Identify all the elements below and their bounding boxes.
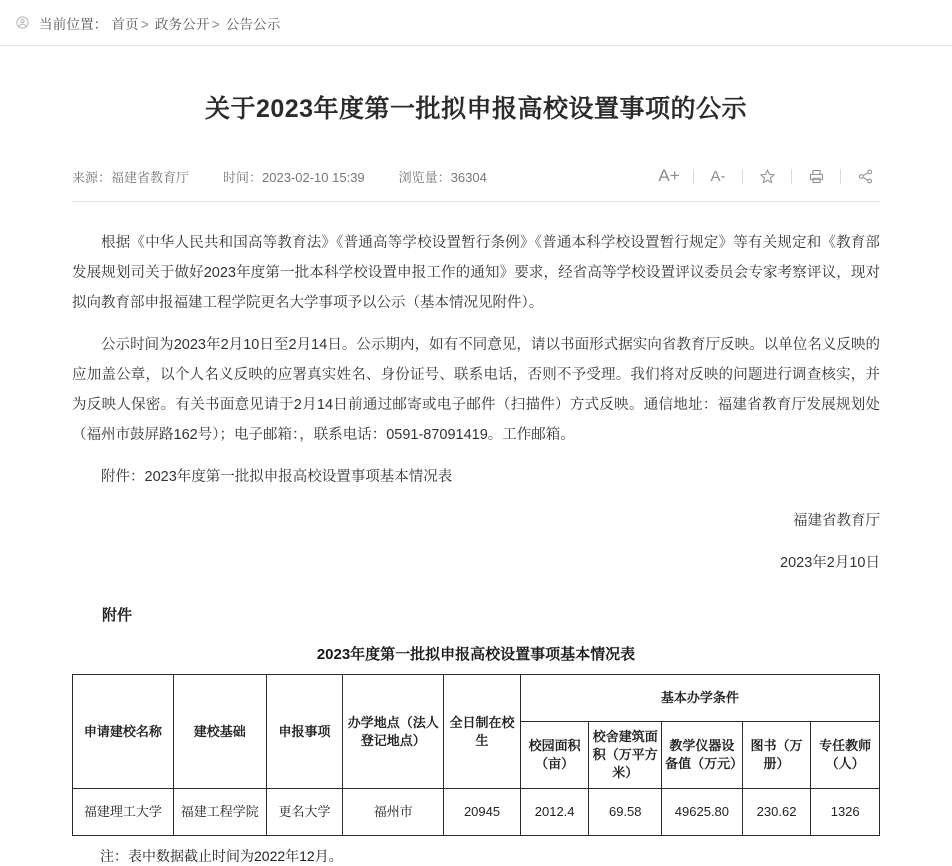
header-fulltime-teachers: 专任教师（人）: [811, 722, 880, 789]
star-icon[interactable]: [752, 163, 782, 189]
article-body: [72, 228, 880, 578]
paragraph-1: 根据《中华人民共和国高等教育法》《普通高等学校设置暂行条例》《普通本科学校设置暂行规定》等有关规定和《教育部发展规划司关于做好2023年度第一批本科学校设置申报工作的通知》要求，经省高等学校设置评议委员会专家考察评议，现对拟向教育部申报福建工程学院更名大学事项予以公示（基本情况见附件）。: [72, 235, 880, 311]
breadcrumb-separator-2: >: [211, 16, 220, 32]
cell-fulltime-students: 20945: [444, 789, 521, 836]
meta-divider: [72, 201, 880, 202]
toolbar-divider-3: [791, 169, 792, 184]
header-building-area: 校舍建筑面积（万平方米）: [589, 722, 662, 789]
meta-source: 来源：福建省教育厅: [72, 169, 190, 185]
breadcrumb-item-government-affairs[interactable]: 政务公开: [154, 16, 210, 32]
breadcrumb-label: 当前位置：: [39, 16, 108, 32]
header-fulltime-students: 全日制在校生: [444, 675, 521, 789]
header-application-item: 申报事项: [266, 675, 343, 789]
attachment-heading: 附件: [102, 607, 133, 624]
cell-books: 230.62: [742, 789, 811, 836]
font-increase-button[interactable]: A+: [658, 166, 680, 185]
cell-equipment-value: 49625.80: [662, 789, 743, 836]
table-header-group-row: [73, 675, 880, 722]
attachment-line: 附件：2023年度第一批拟申报高校设置事项基本情况表: [101, 469, 453, 485]
cell-location: 福州市: [343, 789, 444, 836]
signature: 福建省教育厅: [793, 513, 880, 529]
breadcrumb-item-announcements[interactable]: 公告公示: [225, 16, 281, 32]
paragraph-2: 公示时间为2023年2月10日至2月14日。公示期内，如有不同意见，请以书面形式据实向省教育厅反映。以单位名义反映的应加盖公章，以个人名义反映的应署真实姓名、身份证号、联系电话，否则不予受理。我们将对反映的问题进行调查核实，并为反映人保密。有关书面意见请于2月14日前通过邮寄或电子邮件（扫描件）方式反映。通信地址：福建省教育厅发展规划处（福州市鼓屏路162号）；电子邮箱：，联系电话：0591-87091419。工作邮箱。: [72, 337, 880, 443]
share-icon[interactable]: [850, 163, 880, 189]
header-school-base: 建校基础: [173, 675, 266, 789]
breadcrumb-separator-1: >: [140, 16, 149, 32]
breadcrumb-item-home[interactable]: 首页: [111, 16, 139, 32]
meta-views: 浏览量：36304: [398, 169, 487, 185]
article-toolbar: [654, 163, 880, 189]
header-basic-conditions-group: 基本办学条件: [520, 675, 879, 722]
breadcrumb-bar: [0, 0, 952, 46]
meta-time: 时间：2023-02-10 15:39: [223, 169, 365, 185]
toolbar-divider-4: [840, 169, 841, 184]
header-school-name: 申请建校名称: [73, 675, 174, 789]
article-meta-row: [72, 163, 880, 199]
school-setup-table: [72, 674, 880, 836]
cell-fulltime-teachers: 1326: [811, 789, 880, 836]
cell-campus-area: 2012.4: [520, 789, 589, 836]
article-meta: [72, 167, 521, 186]
table-title: 2023年度第一批拟申报高校设置事项基本情况表: [316, 646, 636, 663]
signature-date: 2023年2月10日: [780, 555, 880, 571]
page-title: 关于2023年度第一批拟申报高校设置事项的公示: [204, 95, 748, 123]
cell-school-base: 福建工程学院: [173, 789, 266, 836]
table-note: 注：表中数据截止时间为2022年12月。: [100, 848, 343, 864]
header-books: 图书（万册）: [742, 722, 811, 789]
toolbar-divider-1: [693, 169, 694, 184]
cell-building-area: 69.58: [589, 789, 662, 836]
table-row: [73, 789, 880, 836]
header-location: 办学地点（法人登记地点）: [343, 675, 444, 789]
cell-application-item: 更名大学: [266, 789, 343, 836]
header-equipment-value: 教学仪器设备值（万元）: [662, 722, 743, 789]
header-campus-area: 校园面积（亩）: [520, 722, 589, 789]
article-container: [0, 92, 952, 866]
printer-icon[interactable]: [801, 163, 831, 189]
font-decrease-button[interactable]: A-: [710, 167, 726, 185]
breadcrumb: [39, 13, 281, 33]
toolbar-divider-2: [742, 169, 743, 184]
location-icon: [14, 15, 30, 31]
cell-school-name: 福建理工大学: [73, 789, 174, 836]
